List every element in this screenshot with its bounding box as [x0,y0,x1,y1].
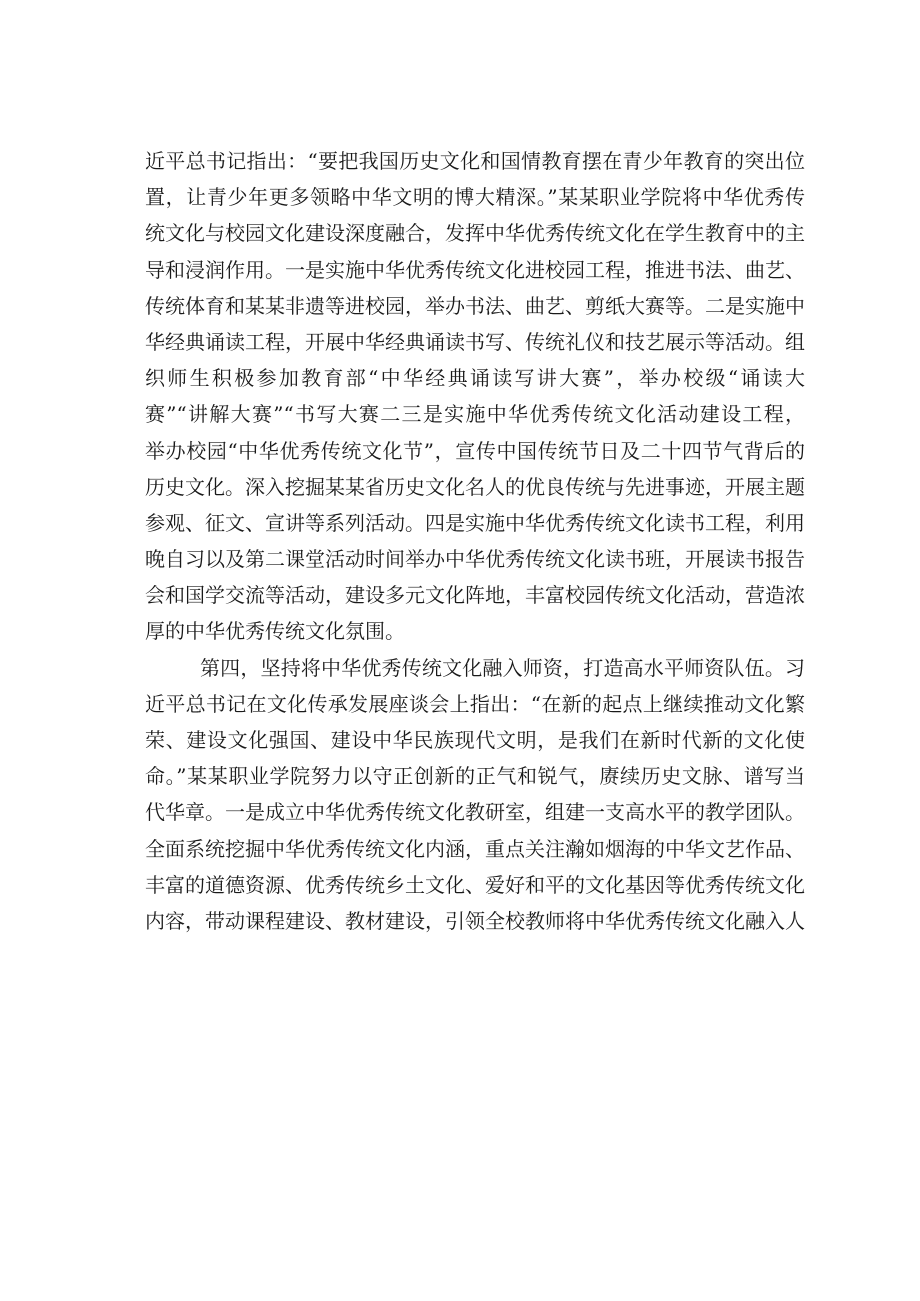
text-line: 赛”“讲解大赛”“书写大赛二三是实施中华优秀传统文化活动建设工程， [145,402,805,427]
text-line: 近平总书记指出：“要把我国历史文化和国情教育摆在青少年教育的突出位 [145,149,805,173]
text-line: 丰富的道德资源、优秀传统乡土文化、爱好和平的文化基因等优秀传统文化 [145,872,805,897]
text-line: 置，让青少年更多领略中华文明的博大精深。”某某职业学院将中华优秀传 [145,185,805,210]
text-line: 内容，带动课程建设、教材建设，引领全校教师将中华优秀传统文化融入人 [145,908,805,933]
body-text [145,143,805,939]
text-line: 代华章。一是成立中华优秀传统文化教研室，组建一支高水平的教学团队。 [145,800,805,825]
text-line: 晚自习以及第二课堂活动时间举办中华优秀传统文化读书班，开展读书报告 [145,547,805,572]
text-line: 历史文化。深入挖掘某某省历史文化名人的优良传统与先进事迹，开展主题 [145,474,805,499]
text-line: 织师生积极参加教育部“中华经典诵读写讲大赛”，举办校级“诵读大 [145,366,805,391]
paragraph-start-line: 第四，坚持将中华优秀传统文化融入师资，打造高水平师资队伍。习 [200,655,805,680]
text-line: 华经典诵读工程，开展中华经典诵读书写、传统礼仪和技艺展示等活动。组 [145,329,805,354]
text-line: 会和国学交流等活动，建设多元文化阵地，丰富校园传统文化活动，营造浓 [145,583,805,608]
text-line: 传统体育和某某非遗等进校园，举办书法、曲艺、剪纸大赛等。二是实施中 [145,293,805,318]
text-line: 近平总书记在文化传承发展座谈会上指出：“在新的起点上继续推动文化繁 [145,691,805,716]
text-line: 厚的中华优秀传统文化氛围。 [145,619,405,644]
text-line: 命。”某某职业学院努力以守正创新的正气和锐气，赓续历史文脉、谱写当 [145,764,805,789]
text-line: 全面系统挖掘中华优秀传统文化内涵，重点关注瀚如烟海的中华文艺作品、 [145,836,805,861]
text-line: 荣、建设文化强国、建设中华民族现代文明，是我们在新时代新的文化使 [145,728,805,752]
text-line: 举办校园“中华优秀传统文化节”，宣传中国传统节日及二十四节气背后的 [145,438,805,463]
text-line: 导和浸润作用。一是实施中华优秀传统文化进校园工程，推进书法、曲艺、 [145,257,805,282]
text-line: 统文化与校园文化建设深度融合，发挥中华优秀传统文化在学生教育中的主 [145,221,805,246]
text-line: 参观、征文、宣讲等系列活动。四是实施中华优秀传统文化读书工程，利用 [145,510,805,535]
